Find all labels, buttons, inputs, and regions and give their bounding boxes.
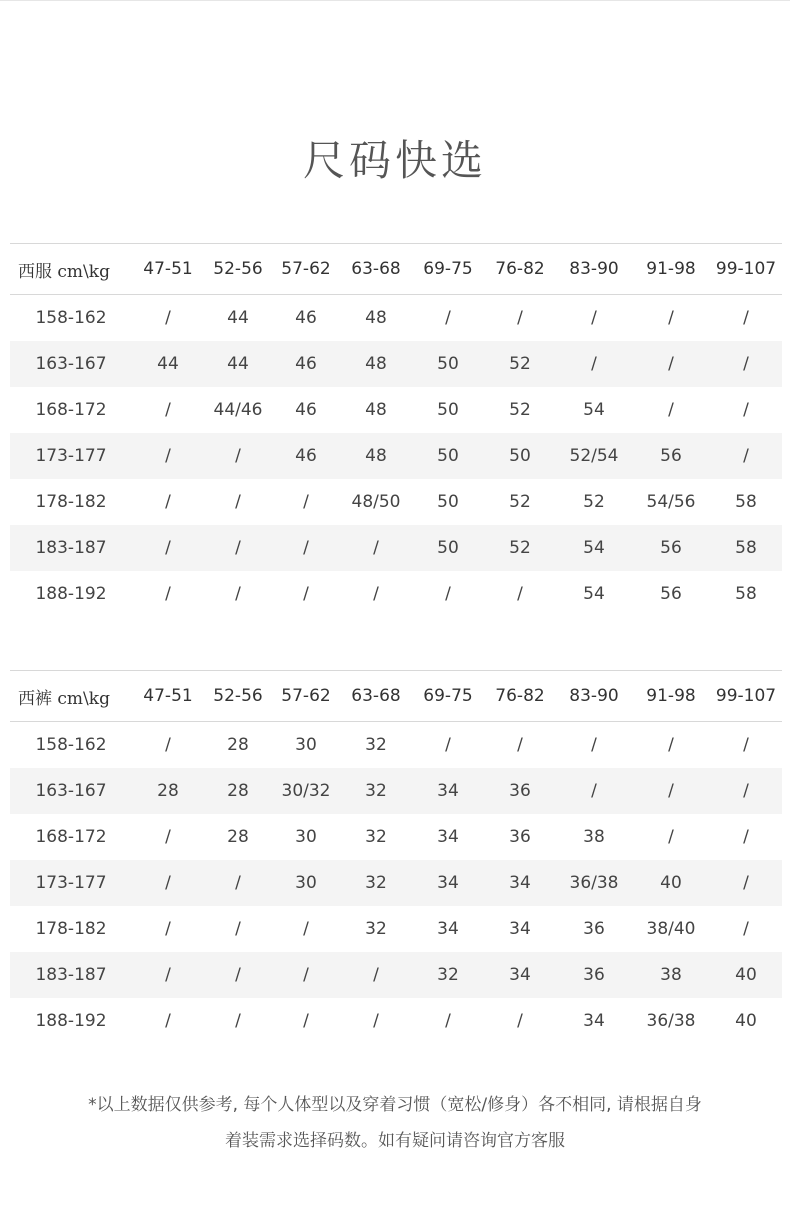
size-cell: 40: [632, 860, 710, 906]
size-cell: 32: [365, 919, 387, 939]
size-cell: 44: [204, 341, 272, 387]
size-cell: /: [710, 860, 782, 906]
height-range-cell: 168-172: [35, 400, 107, 420]
size-cell: 34: [484, 952, 556, 998]
size-cell: 46: [272, 433, 340, 479]
size-cell: 52/54: [556, 433, 632, 479]
table-row: [10, 433, 782, 479]
size-cell: 54/56: [646, 492, 696, 512]
size-cell: /: [556, 341, 632, 387]
size-cell: 32: [412, 952, 484, 998]
size-cell: /: [272, 525, 340, 571]
size-cell: 30/32: [272, 768, 340, 814]
height-range-cell: 188-192: [35, 584, 107, 604]
size-cell: 54: [583, 400, 605, 420]
weight-column-header: 76-82: [484, 671, 556, 722]
size-cell: /: [340, 952, 412, 998]
size-cell: 34: [437, 827, 459, 847]
size-cell: 56: [632, 433, 710, 479]
size-cell: /: [204, 525, 272, 571]
page-title: 尺码快选: [302, 136, 487, 185]
size-cell: 52: [583, 492, 605, 512]
size-cell: 56: [660, 584, 682, 604]
size-cell: 52: [484, 341, 556, 387]
size-cell: 38: [632, 952, 710, 998]
footnote-line-1: *以上数据仅供参考, 每个人体型以及穿着习惯（宽松/修身）各不相同, 请根据自身: [88, 1095, 702, 1115]
size-cell: 30: [295, 735, 317, 755]
size-cell: 54: [556, 525, 632, 571]
size-cell: /: [710, 433, 782, 479]
size-cell: 58: [735, 584, 757, 604]
size-cell: /: [445, 308, 451, 328]
size-cell: 34: [583, 1011, 605, 1031]
size-cell: 34: [437, 919, 459, 939]
size-cell: 28: [227, 735, 249, 755]
size-cell: 32: [340, 768, 412, 814]
weight-column-header: 57-62: [272, 671, 340, 722]
size-cell: 52: [509, 492, 531, 512]
size-cell: 34: [509, 919, 531, 939]
height-range-cell: 183-187: [10, 525, 132, 571]
size-cell: /: [165, 492, 171, 512]
table-row: [10, 722, 782, 769]
size-cell: /: [517, 1011, 523, 1031]
size-cell: 48: [340, 341, 412, 387]
table-row: [10, 860, 782, 906]
weight-column-header: 91-98: [632, 671, 710, 722]
size-cell: 52: [509, 400, 531, 420]
size-cell: 50: [484, 433, 556, 479]
size-cell: /: [445, 735, 451, 755]
size-cell: 30: [295, 827, 317, 847]
size-cell: /: [165, 919, 171, 939]
size-cell: 40: [735, 1011, 757, 1031]
size-cell: /: [204, 433, 272, 479]
size-cell: /: [272, 952, 340, 998]
size-cell: /: [710, 768, 782, 814]
table-row: [10, 814, 782, 860]
size-cell: /: [445, 584, 451, 604]
size-cell: /: [632, 341, 710, 387]
size-cell: /: [132, 952, 204, 998]
size-cell: 48: [365, 400, 387, 420]
height-range-cell: 173-177: [10, 433, 132, 479]
table-corner-label: 西裤 cm\kg: [10, 671, 132, 722]
size-cell: 38/40: [646, 919, 696, 939]
weight-column-header: 99-107: [710, 244, 782, 295]
height-range-cell: 178-182: [35, 492, 107, 512]
size-cell: 46: [295, 308, 317, 328]
size-cell: 44: [132, 341, 204, 387]
size-cell: 36: [484, 768, 556, 814]
size-cell: /: [340, 525, 412, 571]
size-cell: 54: [583, 584, 605, 604]
size-cell: /: [132, 860, 204, 906]
height-range-cell: 163-167: [10, 768, 132, 814]
size-cell: /: [743, 308, 749, 328]
size-cell: /: [743, 919, 749, 939]
size-cell: /: [668, 400, 674, 420]
size-cell: /: [591, 735, 597, 755]
size-cell: /: [303, 584, 309, 604]
weight-column-header: 69-75: [412, 671, 484, 722]
size-cell: /: [303, 1011, 309, 1031]
size-cell: 40: [710, 952, 782, 998]
size-cell: /: [165, 308, 171, 328]
size-cell: /: [517, 584, 523, 604]
size-cell: /: [235, 1011, 241, 1031]
height-range-cell: 178-182: [35, 919, 107, 939]
size-cell: 34: [412, 768, 484, 814]
weight-column-header: 47-51: [132, 671, 204, 722]
size-cell: /: [517, 735, 523, 755]
table-row: [10, 525, 782, 571]
size-cell: /: [303, 919, 309, 939]
weight-column-header: 91-98: [632, 244, 710, 295]
size-cell: /: [165, 827, 171, 847]
size-cell: 48: [365, 308, 387, 328]
height-range-cell: 173-177: [10, 860, 132, 906]
size-cell: /: [632, 768, 710, 814]
size-cell: 58: [735, 492, 757, 512]
height-range-cell: 183-187: [10, 952, 132, 998]
size-cell: /: [204, 860, 272, 906]
size-cell: /: [165, 400, 171, 420]
size-cell: 46: [295, 400, 317, 420]
weight-column-header: 57-62: [272, 244, 340, 295]
height-range-cell: 188-192: [35, 1011, 107, 1031]
weight-column-header: 76-82: [484, 244, 556, 295]
size-cell: 44/46: [213, 400, 263, 420]
table-row: [10, 571, 782, 617]
height-range-cell: 158-162: [35, 308, 107, 328]
size-cell: 56: [632, 525, 710, 571]
size-cell: 36/38: [646, 1011, 696, 1031]
suit-size-table: [10, 243, 782, 617]
weight-column-header: 99-107: [710, 671, 782, 722]
size-cell: 48/50: [351, 492, 401, 512]
size-cell: 58: [710, 525, 782, 571]
size-cell: 52: [484, 525, 556, 571]
size-cell: 32: [365, 735, 387, 755]
size-cell: 50: [437, 400, 459, 420]
size-cell: 30: [272, 860, 340, 906]
size-cell: 50: [437, 492, 459, 512]
weight-column-header: 83-90: [556, 671, 632, 722]
weight-column-header: 52-56: [204, 244, 272, 295]
pants-size-table: [10, 670, 782, 1044]
table-header-row: [10, 244, 782, 295]
size-cell: /: [235, 919, 241, 939]
weight-column-header: 83-90: [556, 244, 632, 295]
table-row: [10, 768, 782, 814]
weight-column-header: 69-75: [412, 244, 484, 295]
size-cell: /: [743, 827, 749, 847]
size-cell: /: [165, 584, 171, 604]
weight-column-header: 63-68: [340, 671, 412, 722]
weight-column-header: 52-56: [204, 671, 272, 722]
size-cell: 32: [340, 860, 412, 906]
size-cell: /: [373, 584, 379, 604]
size-cell: /: [235, 584, 241, 604]
table-row: [10, 295, 782, 342]
table-header-row: [10, 671, 782, 722]
size-cell: 46: [272, 341, 340, 387]
size-cell: /: [743, 735, 749, 755]
size-cell: /: [303, 492, 309, 512]
size-cell: /: [517, 308, 523, 328]
size-cell: /: [668, 735, 674, 755]
table-row: [10, 387, 782, 433]
height-range-cell: 168-172: [35, 827, 107, 847]
height-range-cell: 158-162: [35, 735, 107, 755]
size-cell: 44: [227, 308, 249, 328]
size-cell: 50: [412, 525, 484, 571]
top-divider: [0, 0, 790, 1]
table-row: [10, 479, 782, 525]
table-row: [10, 998, 782, 1044]
size-cell: 50: [412, 433, 484, 479]
size-cell: /: [165, 1011, 171, 1031]
table-row: [10, 906, 782, 952]
size-cell: 50: [412, 341, 484, 387]
size-cell: 34: [484, 860, 556, 906]
size-cell: 36: [509, 827, 531, 847]
size-cell: 34: [412, 860, 484, 906]
size-cell: /: [668, 308, 674, 328]
size-cell: 36/38: [556, 860, 632, 906]
size-cell: /: [710, 341, 782, 387]
size-cell: /: [204, 952, 272, 998]
size-cell: /: [556, 768, 632, 814]
size-cell: 36: [583, 919, 605, 939]
height-range-cell: 163-167: [10, 341, 132, 387]
size-cell: 38: [583, 827, 605, 847]
size-cell: /: [743, 400, 749, 420]
size-cell: 48: [340, 433, 412, 479]
footnote-line-2: 着装需求选择码数。如有疑问请咨询官方客服: [225, 1131, 565, 1151]
size-cell: /: [235, 492, 241, 512]
size-cell: 28: [204, 768, 272, 814]
size-cell: 32: [365, 827, 387, 847]
weight-column-header: 47-51: [132, 244, 204, 295]
size-cell: /: [445, 1011, 451, 1031]
table-row: [10, 952, 782, 998]
size-cell: /: [373, 1011, 379, 1031]
table-corner-label: 西服 cm\kg: [10, 244, 132, 295]
size-cell: /: [668, 827, 674, 847]
size-cell: 28: [227, 827, 249, 847]
size-cell: 36: [556, 952, 632, 998]
weight-column-header: 63-68: [340, 244, 412, 295]
size-cell: 28: [132, 768, 204, 814]
size-cell: /: [132, 433, 204, 479]
size-cell: /: [132, 525, 204, 571]
size-cell: /: [165, 735, 171, 755]
size-cell: /: [591, 308, 597, 328]
table-row: [10, 341, 782, 387]
